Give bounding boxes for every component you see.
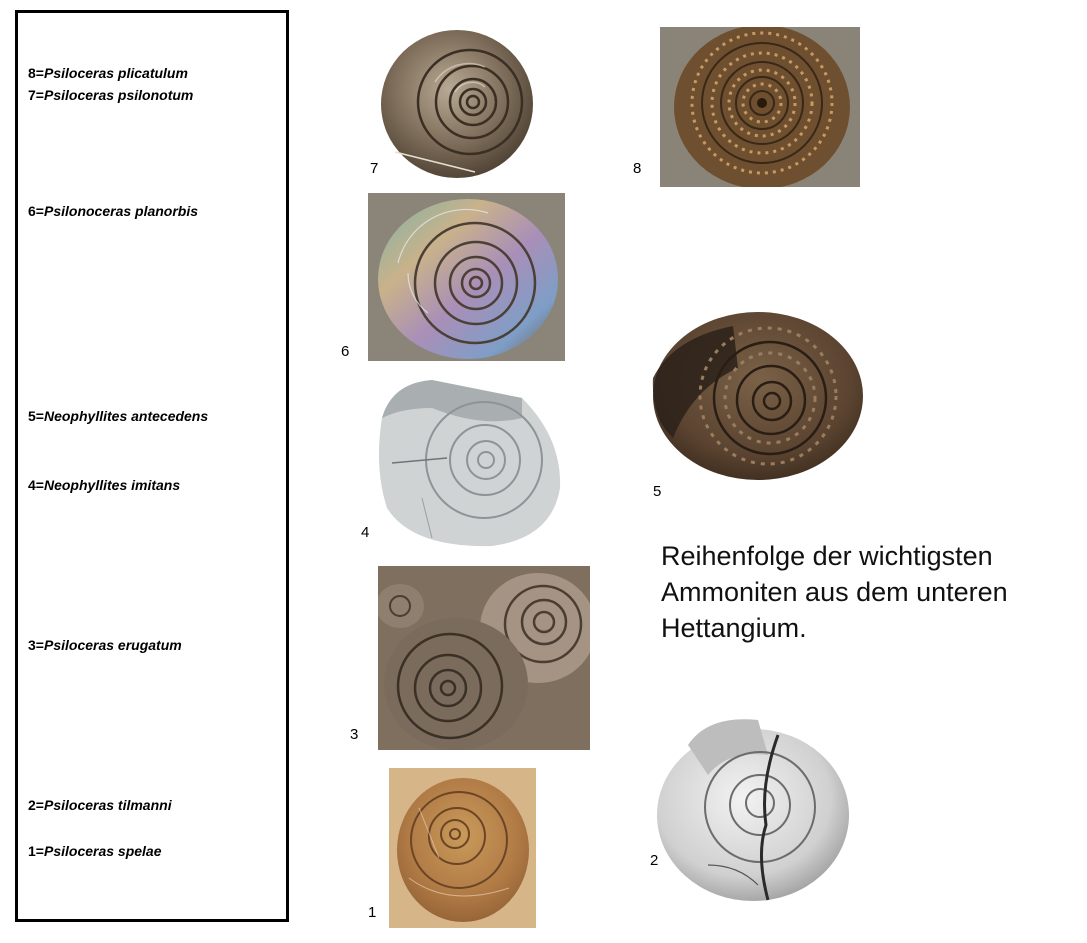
specimen-7-image [375, 22, 535, 182]
specimen-4-image [372, 378, 564, 548]
specimen-label-8: 8 [633, 160, 642, 177]
specimen-3-image [378, 566, 590, 750]
specimen-label-2: 2 [650, 852, 659, 869]
specimen-8-image [660, 27, 860, 187]
legend-box [15, 10, 289, 922]
legend-entry-1: 1=Psiloceras spelae [28, 843, 162, 859]
legend-entry-2: 2=Psiloceras tilmanni [28, 797, 172, 813]
specimen-2-image [648, 715, 853, 903]
caption-line-1: Reihenfolge der wichtigsten [661, 541, 993, 571]
specimen-label-3: 3 [350, 726, 359, 743]
legend-entry-8: 8=Psiloceras plicatulum [28, 65, 188, 81]
specimen-5-image [643, 308, 865, 480]
caption-line-2: Ammoniten aus dem unteren [661, 577, 1008, 607]
specimen-6-image [368, 193, 565, 361]
specimen-label-1: 1 [368, 904, 377, 921]
caption [661, 538, 1008, 646]
specimen-label-7: 7 [370, 160, 379, 177]
legend-entry-3: 3=Psiloceras erugatum [28, 637, 182, 653]
legend-entry-4: 4=Neophyllites imitans [28, 477, 181, 493]
specimen-1-image [389, 768, 536, 928]
caption-line-3: Hettangium. [661, 613, 807, 643]
legend-entry-6: 6=Psilonoceras planorbis [28, 203, 199, 219]
specimen-label-5: 5 [653, 483, 662, 500]
specimen-label-4: 4 [361, 524, 370, 541]
legend-entry-7: 7=Psiloceras psilonotum [28, 87, 194, 103]
specimen-label-6: 6 [341, 343, 350, 360]
legend-entry-5: 5=Neophyllites antecedens [28, 408, 209, 424]
